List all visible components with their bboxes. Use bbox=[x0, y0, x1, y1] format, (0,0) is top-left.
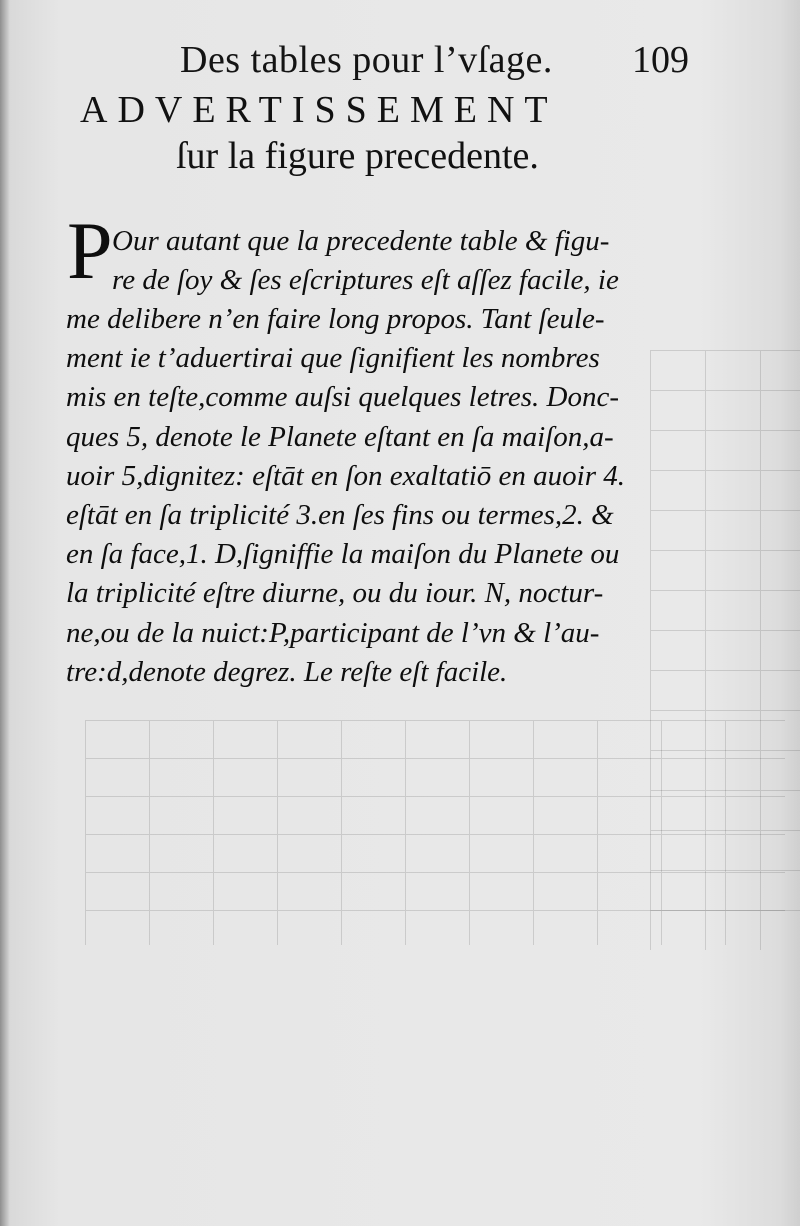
paragraph-line-2: re de ſoy & ſes eſcriptures eſt aſſez facile, ie bbox=[112, 264, 619, 296]
section-heading: ADVERTISSEMENT bbox=[80, 89, 558, 131]
running-title: Des tables pour l’vſage. bbox=[180, 39, 553, 81]
paragraph-line-1: Our autant que la precedente table & figu- bbox=[112, 225, 610, 257]
drop-cap: P bbox=[67, 205, 113, 296]
section-subheading: ſur la figure precedente. bbox=[176, 135, 539, 177]
paragraph-line: uoir 5,dignitez: eſtāt en ſon exaltatiō en auoir 4. bbox=[66, 459, 625, 492]
paragraph-line: me delibere n’en faire long propos. Tant ſeule- bbox=[66, 303, 605, 335]
running-head bbox=[0, 38, 800, 88]
paragraph-line: eſtāt en ſa triplicité 3.en ſes fins ou termes,2. & bbox=[66, 499, 614, 532]
paragraph-line: ne,ou de la nuict:P,participant de l’vn & l’au- bbox=[66, 616, 600, 649]
paragraph-line: la triplicité eſtre diurne, ou du iour. N, noctur- bbox=[66, 577, 604, 610]
bleed-through-table-right bbox=[650, 350, 800, 950]
paragraph-line: ment ie t’aduertirai que ſignifient les nombres bbox=[66, 342, 600, 375]
paragraph-line: mis en teſte,comme auſsi quelques letres. Donc- bbox=[66, 381, 620, 414]
paragraph-line: en ſa face,1. D,ſigniffie la maiſon du Planete ou bbox=[66, 538, 620, 571]
paragraph-body bbox=[66, 300, 625, 692]
page-number: 109 bbox=[632, 39, 689, 81]
paragraph-line: ques 5, denote le Planete eſtant en ſa maiſon,a- bbox=[66, 420, 614, 453]
paragraph-line: tre:d,denote degrez. Le reſte eſt facile. bbox=[66, 655, 508, 688]
